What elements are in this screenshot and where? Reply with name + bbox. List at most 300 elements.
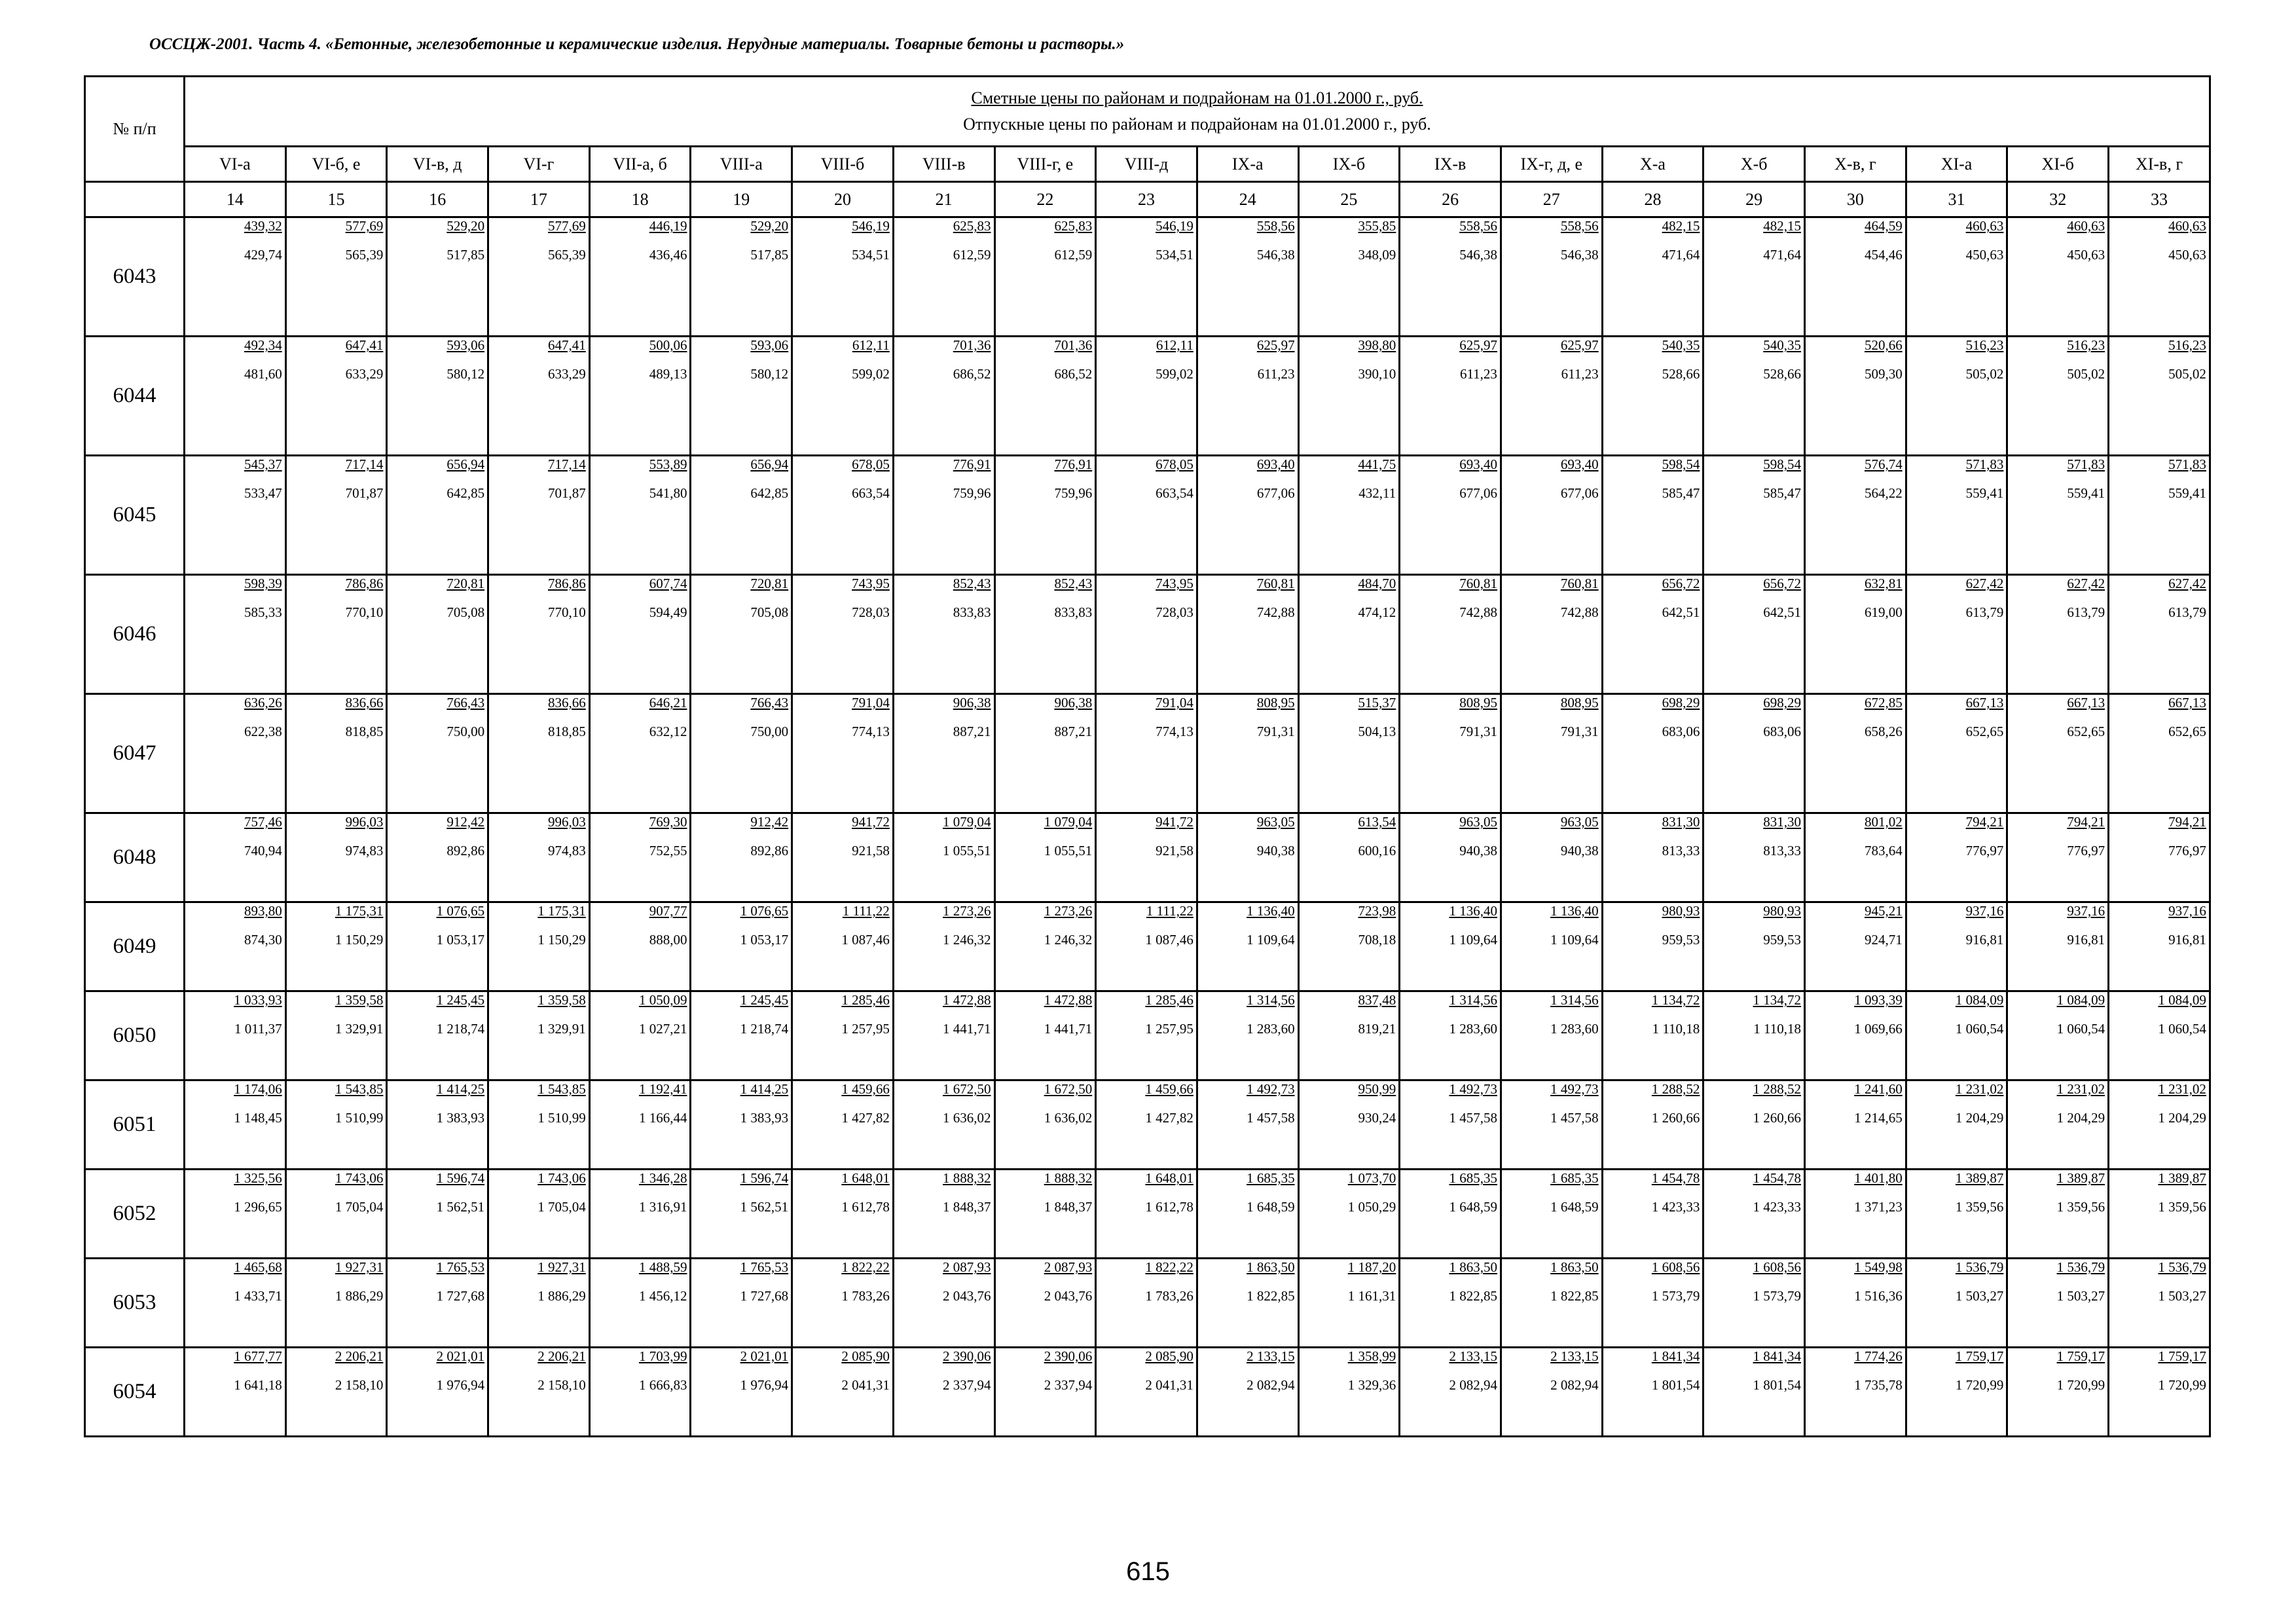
- estimated-price: 852,43: [953, 576, 991, 591]
- estimated-price: 1 648,01: [1145, 1170, 1194, 1186]
- estimated-price: 808,95: [1256, 695, 1295, 710]
- estimated-price: 1 454,78: [1651, 1170, 1700, 1186]
- release-price: 750,00: [750, 724, 789, 739]
- estimated-price: 1 285,46: [1145, 992, 1194, 1008]
- estimated-price: 667,13: [2168, 695, 2206, 710]
- estimated-price: 794,21: [2168, 814, 2206, 830]
- price-cell: [1197, 813, 1298, 902]
- price-cell: [691, 456, 792, 575]
- release-price: 686,52: [953, 366, 991, 382]
- release-price: 1 427,82: [841, 1110, 890, 1126]
- release-price: 505,02: [1965, 366, 2004, 382]
- release-price: 750,00: [446, 724, 485, 739]
- release-price: 887,21: [953, 724, 991, 739]
- release-price: 759,96: [953, 485, 991, 501]
- row-number: 6045: [85, 456, 185, 575]
- release-price: 599,02: [1156, 366, 1194, 382]
- price-cell: [994, 575, 1096, 694]
- estimated-price: 558,56: [1256, 218, 1295, 234]
- price-cell: [691, 991, 792, 1080]
- estimated-price: 906,38: [953, 695, 991, 710]
- price-cell: [1805, 1348, 1906, 1437]
- price-cell: [893, 991, 994, 1080]
- estimated-price: 355,85: [1358, 218, 1396, 234]
- estimated-price: 1 765,53: [740, 1259, 789, 1275]
- estimated-price: 1 079,04: [1044, 814, 1093, 830]
- title-estimated-prices: Сметные цены по районам и подрайонам на 01.01.2000 г., руб.: [971, 88, 1423, 107]
- release-price: 776,97: [2067, 843, 2105, 858]
- price-cell: [792, 694, 894, 813]
- region-header: IX-а: [1197, 147, 1298, 182]
- estimated-price: 1 136,40: [1550, 903, 1599, 919]
- column-number: 31: [1906, 182, 2007, 217]
- estimated-price: 1 685,35: [1449, 1170, 1497, 1186]
- release-price: 585,33: [244, 604, 282, 620]
- release-price: 1 218,74: [740, 1021, 789, 1037]
- release-price: 1 886,29: [538, 1288, 586, 1304]
- estimated-price: 837,48: [1358, 992, 1396, 1008]
- estimated-price: 577,69: [345, 218, 384, 234]
- price-cell: [1400, 217, 1501, 337]
- region-header: IX-б: [1298, 147, 1400, 182]
- release-price: 1 427,82: [1145, 1110, 1194, 1126]
- release-price: 528,66: [1662, 366, 1700, 382]
- release-price: 612,59: [1054, 247, 1093, 263]
- price-cell: [994, 1259, 1096, 1348]
- estimated-price: 769,30: [649, 814, 687, 830]
- release-price: 974,83: [345, 843, 384, 858]
- table-row: [85, 991, 2210, 1080]
- release-price: 619,00: [1864, 604, 1903, 620]
- release-price: 642,85: [750, 485, 789, 501]
- release-price: 1 214,65: [1854, 1110, 1903, 1126]
- estimated-price: 1 608,56: [1753, 1259, 1801, 1275]
- price-cell: [1704, 1170, 1805, 1259]
- estimated-price: 980,93: [1763, 903, 1801, 919]
- release-price: 791,31: [1459, 724, 1497, 739]
- release-price: 1 848,37: [943, 1199, 991, 1215]
- price-cell: [285, 813, 387, 902]
- release-price: 1 204,29: [1955, 1110, 2004, 1126]
- estimated-price: 540,35: [1763, 337, 1801, 353]
- estimated-price: 831,30: [1662, 814, 1700, 830]
- release-price: 1 503,27: [1955, 1288, 2004, 1304]
- price-cell: [792, 456, 894, 575]
- column-number: 18: [589, 182, 691, 217]
- price-cell: [893, 1348, 994, 1437]
- estimated-price: 1 759,17: [2056, 1348, 2105, 1364]
- column-number-empty: [85, 182, 185, 217]
- estimated-price: 516,23: [2067, 337, 2105, 353]
- estimated-price: 1 492,73: [1449, 1081, 1497, 1097]
- price-cell: [2109, 1080, 2210, 1170]
- estimated-price: 647,41: [345, 337, 384, 353]
- estimated-price: 598,39: [244, 576, 282, 591]
- estimated-price: 678,05: [1156, 456, 1194, 472]
- table-row: [85, 575, 2210, 694]
- table-row: [85, 813, 2210, 902]
- estimated-price: 743,95: [1156, 576, 1194, 591]
- estimated-price: 627,42: [2168, 576, 2206, 591]
- price-cell: [1602, 1348, 1704, 1437]
- price-cell: [185, 1170, 286, 1259]
- estimated-price: 760,81: [1256, 576, 1295, 591]
- release-price: 1 150,29: [335, 932, 384, 948]
- price-cell: [1400, 991, 1501, 1080]
- release-price: 1 011,37: [234, 1021, 282, 1037]
- region-header: VIII-г, е: [994, 147, 1096, 182]
- price-cell: [994, 1080, 1096, 1170]
- release-price: 1 612,78: [841, 1199, 890, 1215]
- estimated-price: 598,54: [1763, 456, 1801, 472]
- price-cell: [1400, 1170, 1501, 1259]
- price-cell: [285, 1170, 387, 1259]
- estimated-price: 950,99: [1358, 1081, 1396, 1097]
- column-number: 20: [792, 182, 894, 217]
- estimated-price: 1 401,80: [1854, 1170, 1903, 1186]
- price-cell: [893, 575, 994, 694]
- estimated-price: 656,94: [750, 456, 789, 472]
- release-price: 622,38: [244, 724, 282, 739]
- price-cell: [589, 991, 691, 1080]
- price-cell: [285, 217, 387, 337]
- estimated-price: 2 085,90: [841, 1348, 890, 1364]
- release-price: 1 848,37: [1044, 1199, 1093, 1215]
- estimated-price: 717,14: [548, 456, 586, 472]
- price-cell: [994, 217, 1096, 337]
- release-price: 585,47: [1763, 485, 1801, 501]
- release-price: 1 510,99: [335, 1110, 384, 1126]
- price-cell: [1805, 1170, 1906, 1259]
- region-header: VI-а: [185, 147, 286, 182]
- release-price: 833,83: [1054, 604, 1093, 620]
- estimated-price: 2 085,90: [1145, 1348, 1194, 1364]
- estimated-price: 717,14: [345, 456, 384, 472]
- price-cell: [1704, 337, 1805, 456]
- release-price: 1 727,68: [740, 1288, 789, 1304]
- column-number: 17: [488, 182, 590, 217]
- estimated-price: 1 608,56: [1651, 1259, 1700, 1275]
- region-header: VIII-д: [1096, 147, 1197, 182]
- estimated-price: 625,97: [1459, 337, 1497, 353]
- release-price: 652,65: [2067, 724, 2105, 739]
- price-cell: [589, 813, 691, 902]
- estimated-price: 2 021,01: [740, 1348, 789, 1364]
- estimated-price: 1 288,52: [1753, 1081, 1801, 1097]
- estimated-price: 1 677,77: [234, 1348, 282, 1364]
- estimated-price: 1 346,28: [638, 1170, 687, 1186]
- price-cell: [488, 694, 590, 813]
- estimated-price: 1 414,25: [740, 1081, 789, 1097]
- release-price: 1 329,91: [335, 1021, 384, 1037]
- estimated-price: 482,15: [1763, 218, 1801, 234]
- release-price: 509,30: [1864, 366, 1903, 382]
- estimated-price: 1 543,85: [335, 1081, 384, 1097]
- price-cell: [1400, 456, 1501, 575]
- release-price: 1 573,79: [1651, 1288, 1700, 1304]
- release-price: 770,10: [345, 604, 384, 620]
- estimated-price: 794,21: [2067, 814, 2105, 830]
- price-cell: [1096, 694, 1197, 813]
- estimated-price: 1 084,09: [2158, 992, 2206, 1008]
- estimated-price: 2 206,21: [335, 1348, 384, 1364]
- column-number: 22: [994, 182, 1096, 217]
- estimated-price: 516,23: [1965, 337, 2004, 353]
- estimated-price: 576,74: [1864, 456, 1903, 472]
- row-number: 6044: [85, 337, 185, 456]
- price-cell: [589, 1080, 691, 1170]
- estimated-price: 766,43: [750, 695, 789, 710]
- release-price: 599,02: [852, 366, 890, 382]
- estimated-price: 2 390,06: [943, 1348, 991, 1364]
- price-cell: [1501, 991, 1602, 1080]
- region-header: X-в, г: [1805, 147, 1906, 182]
- release-price: 1 316,91: [638, 1199, 687, 1215]
- release-price: 600,16: [1358, 843, 1396, 858]
- estimated-price: 627,42: [2067, 576, 2105, 591]
- release-price: 1 636,02: [943, 1110, 991, 1126]
- release-price: 1 148,45: [234, 1110, 282, 1126]
- estimated-price: 963,05: [1256, 814, 1295, 830]
- estimated-price: 693,40: [1459, 456, 1497, 472]
- table-row: [85, 1259, 2210, 1348]
- release-price: 1 433,71: [234, 1288, 282, 1304]
- release-price: 1 069,66: [1854, 1021, 1903, 1037]
- price-cell: [1906, 1348, 2007, 1437]
- estimated-price: 484,70: [1358, 576, 1396, 591]
- estimated-price: 693,40: [1256, 456, 1295, 472]
- price-cell: [1197, 337, 1298, 456]
- price-cell: [488, 902, 590, 991]
- release-price: 1 283,60: [1550, 1021, 1599, 1037]
- release-price: 663,54: [852, 485, 890, 501]
- release-price: 677,06: [1560, 485, 1599, 501]
- release-price: 652,65: [2168, 724, 2206, 739]
- price-cell: [488, 991, 590, 1080]
- release-price: 1 457,58: [1449, 1110, 1497, 1126]
- price-cell: [1501, 337, 1602, 456]
- price-cell: [1400, 902, 1501, 991]
- release-price: 1 503,27: [2158, 1288, 2206, 1304]
- price-cell: [285, 902, 387, 991]
- price-cell: [2109, 991, 2210, 1080]
- release-price: 1 783,26: [1145, 1288, 1194, 1304]
- price-cell: [387, 991, 488, 1080]
- price-cell: [488, 1170, 590, 1259]
- estimated-price: 492,34: [244, 337, 282, 353]
- price-cell: [1400, 694, 1501, 813]
- price-cell: [1704, 813, 1805, 902]
- price-cell: [1906, 456, 2007, 575]
- estimated-price: 720,81: [446, 576, 485, 591]
- release-price: 921,58: [1156, 843, 1194, 858]
- estimated-price: 1 314,56: [1550, 992, 1599, 1008]
- release-price: 1 257,95: [1145, 1021, 1194, 1037]
- price-cell: [1197, 902, 1298, 991]
- estimated-price: 1 314,56: [1247, 992, 1295, 1008]
- estimated-price: 571,83: [1965, 456, 2004, 472]
- release-price: 559,41: [2168, 485, 2206, 501]
- column-number: 24: [1197, 182, 1298, 217]
- release-price: 1 636,02: [1044, 1110, 1093, 1126]
- price-cell: [792, 217, 894, 337]
- estimated-price: 937,16: [1965, 903, 2004, 919]
- price-table: [84, 75, 2211, 1437]
- release-price: 559,41: [1965, 485, 2004, 501]
- release-price: 1 204,29: [2158, 1110, 2206, 1126]
- estimated-price: 607,74: [649, 576, 687, 591]
- estimated-price: 1 111,22: [1146, 903, 1194, 919]
- row-number: 6047: [85, 694, 185, 813]
- table-row: [85, 1080, 2210, 1170]
- price-cell: [1704, 1080, 1805, 1170]
- release-price: 770,10: [548, 604, 586, 620]
- estimated-price: 1 134,72: [1651, 992, 1700, 1008]
- row-number: 6054: [85, 1348, 185, 1437]
- price-table-container: [84, 75, 2209, 1437]
- region-header: VIII-в: [893, 147, 994, 182]
- price-cell: [1602, 694, 1704, 813]
- price-cell: [2007, 575, 2109, 694]
- release-price: 705,08: [446, 604, 485, 620]
- price-cell: [994, 813, 1096, 902]
- estimated-price: 571,83: [2067, 456, 2105, 472]
- estimated-price: 937,16: [2067, 903, 2105, 919]
- release-price: 1 329,36: [1347, 1377, 1396, 1393]
- price-cell: [1197, 456, 1298, 575]
- estimated-price: 836,66: [548, 695, 586, 710]
- estimated-price: 441,75: [1358, 456, 1396, 472]
- price-cell: [1096, 813, 1197, 902]
- price-cell: [387, 902, 488, 991]
- row-number: 6051: [85, 1080, 185, 1170]
- release-price: 658,26: [1864, 724, 1903, 739]
- price-cell: [1400, 1348, 1501, 1437]
- release-price: 813,33: [1763, 843, 1801, 858]
- estimated-price: 2 087,93: [1044, 1259, 1093, 1275]
- price-cell: [1096, 337, 1197, 456]
- release-price: 1 027,21: [638, 1021, 687, 1037]
- estimated-price: 613,54: [1358, 814, 1396, 830]
- release-price: 1 359,56: [2056, 1199, 2105, 1215]
- estimated-price: 529,20: [446, 218, 485, 234]
- price-cell: [1704, 217, 1805, 337]
- release-price: 1 822,85: [1247, 1288, 1295, 1304]
- estimated-price: 439,32: [244, 218, 282, 234]
- release-price: 546,38: [1256, 247, 1295, 263]
- price-cell: [1197, 217, 1298, 337]
- release-price: 1 359,56: [2158, 1199, 2206, 1215]
- estimated-price: 1 136,40: [1449, 903, 1497, 919]
- estimated-price: 625,97: [1256, 337, 1295, 353]
- price-cell: [185, 1259, 286, 1348]
- estimated-price: 646,21: [649, 695, 687, 710]
- estimated-price: 1 033,93: [234, 992, 282, 1008]
- estimated-price: 593,06: [446, 337, 485, 353]
- release-price: 1 720,99: [1955, 1377, 2004, 1393]
- price-cell: [2007, 1348, 2109, 1437]
- estimated-price: 1 703,99: [638, 1348, 687, 1364]
- price-cell: [792, 1170, 894, 1259]
- estimated-price: 2 390,06: [1044, 1348, 1093, 1364]
- estimated-price: 1 672,50: [1044, 1081, 1093, 1097]
- release-price: 505,02: [2168, 366, 2206, 382]
- price-cell: [2007, 1170, 2109, 1259]
- release-price: 533,47: [244, 485, 282, 501]
- row-number: 6043: [85, 217, 185, 337]
- estimated-price: 460,63: [2067, 218, 2105, 234]
- release-price: 474,12: [1358, 604, 1396, 620]
- column-header-number: № п/п: [85, 77, 185, 182]
- region-header-row: [85, 147, 2210, 182]
- price-cell: [1602, 902, 1704, 991]
- estimated-price: 760,81: [1459, 576, 1497, 591]
- price-cell: [285, 575, 387, 694]
- release-price: 612,59: [953, 247, 991, 263]
- release-price: 1 456,12: [638, 1288, 687, 1304]
- price-cell: [1400, 337, 1501, 456]
- table-row: [85, 217, 2210, 337]
- price-cell: [792, 1259, 894, 1348]
- estimated-price: 1 175,31: [335, 903, 384, 919]
- estimated-price: 656,72: [1662, 576, 1700, 591]
- release-price: 783,64: [1864, 843, 1903, 858]
- estimated-price: 1 927,31: [538, 1259, 586, 1275]
- estimated-price: 1 273,26: [943, 903, 991, 919]
- release-price: 534,51: [852, 247, 890, 263]
- estimated-price: 500,06: [649, 337, 687, 353]
- price-cell: [1096, 902, 1197, 991]
- estimated-price: 1 414,25: [436, 1081, 485, 1097]
- price-cell: [2109, 813, 2210, 902]
- release-price: 580,12: [446, 366, 485, 382]
- release-price: 1 383,93: [436, 1110, 485, 1126]
- release-price: 471,64: [1662, 247, 1700, 263]
- release-price: 818,85: [548, 724, 586, 739]
- estimated-price: 1 492,73: [1550, 1081, 1599, 1097]
- release-price: 652,65: [1965, 724, 2004, 739]
- estimated-price: 720,81: [750, 576, 789, 591]
- release-price: 613,79: [1965, 604, 2004, 620]
- price-cell: [1400, 575, 1501, 694]
- estimated-price: 1 536,79: [2056, 1259, 2105, 1275]
- estimated-price: 656,94: [446, 456, 485, 472]
- estimated-price: 963,05: [1560, 814, 1599, 830]
- table-row: [85, 1170, 2210, 1259]
- price-cell: [185, 902, 286, 991]
- release-price: 1 562,51: [740, 1199, 789, 1215]
- estimated-price: 1 536,79: [2158, 1259, 2206, 1275]
- estimated-price: 831,30: [1763, 814, 1801, 830]
- estimated-price: 1 241,60: [1854, 1081, 1903, 1097]
- estimated-price: 1 465,68: [234, 1259, 282, 1275]
- release-price: 585,47: [1662, 485, 1700, 501]
- release-price: 1 720,99: [2056, 1377, 2105, 1393]
- estimated-price: 1 231,02: [1955, 1081, 2004, 1097]
- price-cell: [2109, 1170, 2210, 1259]
- release-price: 546,38: [1459, 247, 1497, 263]
- estimated-price: 945,21: [1864, 903, 1903, 919]
- estimated-price: 698,29: [1662, 695, 1700, 710]
- price-cell: [2109, 217, 2210, 337]
- column-number: 15: [285, 182, 387, 217]
- estimated-price: 1 050,09: [638, 992, 687, 1008]
- release-price: 924,71: [1864, 932, 1903, 948]
- release-price: 818,85: [345, 724, 384, 739]
- region-header: VII-а, б: [589, 147, 691, 182]
- estimated-price: 656,72: [1763, 576, 1801, 591]
- release-price: 1 441,71: [1044, 1021, 1093, 1037]
